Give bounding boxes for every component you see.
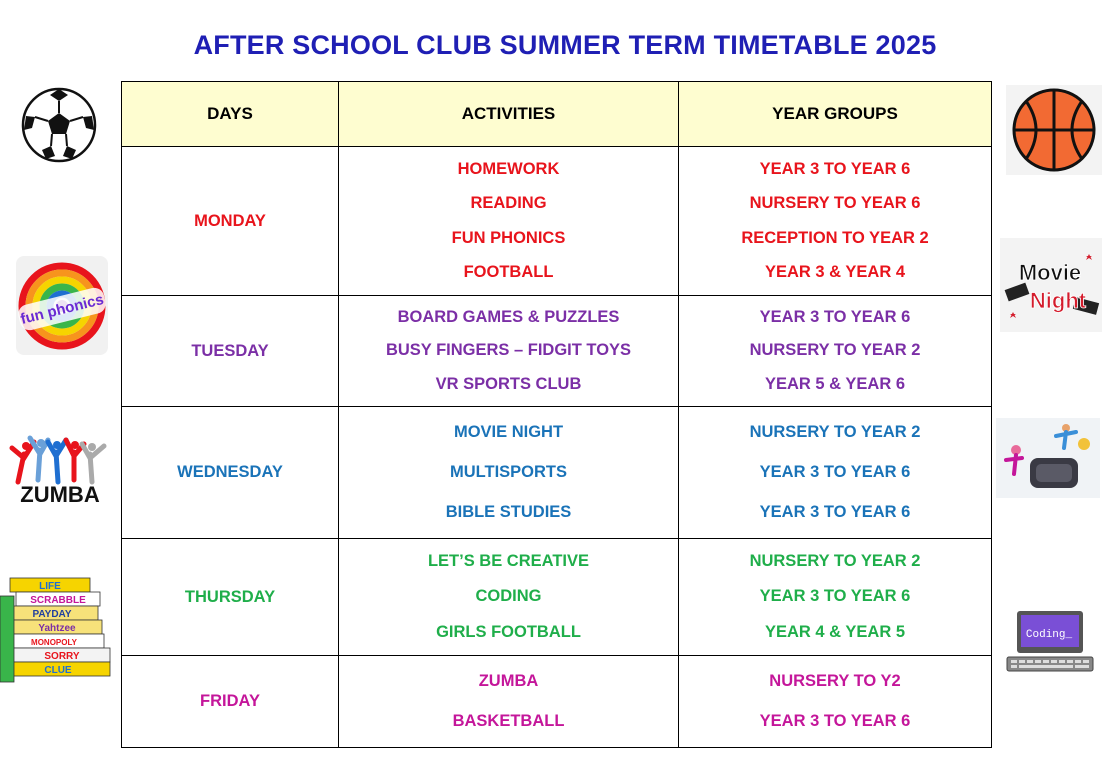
year-group-item: RECEPTION TO YEAR 2 — [741, 228, 929, 247]
year-groups-cell — [679, 656, 992, 748]
movie-night-icon — [1000, 238, 1102, 332]
year-groups-cell — [679, 407, 992, 539]
svg-text:SORRY: SORRY — [44, 651, 80, 662]
activities-cell — [339, 407, 679, 539]
activity-item: BUSY FINGERS – FIDGIT TOYS — [385, 341, 632, 360]
activity-item: FUN PHONICS — [451, 228, 566, 247]
year-group-item: NURSERY TO Y2 — [769, 671, 901, 690]
activities-cell — [339, 656, 679, 748]
coding-screen-text: Coding_ — [1025, 629, 1073, 641]
activity-item: HOMEWORK — [457, 159, 560, 178]
activity-item: MULTISPORTS — [449, 462, 568, 481]
year-group-item: YEAR 3 TO YEAR 6 — [759, 712, 911, 731]
vr-sports-icon — [996, 418, 1100, 498]
movie-night-logo-text-2: Night — [1029, 288, 1087, 313]
timetable-row-friday — [122, 656, 992, 748]
svg-text:SCRABBLE: SCRABBLE — [30, 595, 86, 606]
year-group-item: NURSERY TO YEAR 2 — [749, 341, 921, 360]
activities-cell — [339, 296, 679, 407]
year-group-item: YEAR 5 & YEAR 6 — [765, 374, 905, 393]
zumba-dancers-icon — [8, 434, 112, 510]
movie-night-logo-text-1: Movie — [1018, 260, 1082, 285]
year-group-item: YEAR 4 & YEAR 5 — [765, 622, 905, 641]
timetable-row-thursday — [122, 539, 992, 656]
timetable — [121, 81, 992, 748]
activity-item: CODING — [475, 587, 542, 606]
year-group-item: YEAR 3 & YEAR 4 — [765, 263, 905, 282]
header-days: DAYS — [122, 82, 339, 147]
fun-phonics-rainbow-icon — [16, 256, 108, 355]
activities-cell — [339, 147, 679, 296]
svg-text:Yahtzee: Yahtzee — [38, 623, 76, 634]
svg-text:CLUE: CLUE — [44, 665, 72, 676]
day-cell: THURSDAY — [122, 539, 339, 656]
day-cell: TUESDAY — [122, 296, 339, 407]
fun-phonics-logo-text: fun phonics — [18, 290, 106, 329]
timetable-row-wednesday — [122, 407, 992, 539]
year-group-item: NURSERY TO YEAR 6 — [749, 194, 921, 213]
timetable-row-tuesday — [122, 296, 992, 407]
header-year-groups: YEAR GROUPS — [679, 82, 992, 147]
year-group-item: NURSERY TO YEAR 2 — [749, 422, 921, 441]
activity-item: ZUMBA — [478, 671, 539, 690]
activity-item: BIBLE STUDIES — [445, 503, 572, 522]
activity-item: MOVIE NIGHT — [453, 422, 564, 441]
activity-item: GIRLS FOOTBALL — [436, 622, 581, 641]
day-cell: FRIDAY — [122, 656, 339, 748]
svg-text:LIFE: LIFE — [39, 581, 61, 592]
page-title: AFTER SCHOOL CLUB SUMMER TERM TIMETABLE 2025 — [193, 30, 937, 60]
year-group-item: YEAR 3 TO YEAR 6 — [759, 462, 911, 481]
zumba-logo-text: ZUMBA — [20, 482, 100, 507]
year-groups-cell — [679, 147, 992, 296]
day-cell: MONDAY — [122, 147, 339, 296]
year-group-item: YEAR 3 TO YEAR 6 — [759, 308, 911, 327]
year-group-item: YEAR 3 TO YEAR 6 — [759, 503, 911, 522]
football-icon — [20, 86, 98, 164]
header-activities: ACTIVITIES — [339, 82, 679, 147]
activities-cell — [339, 539, 679, 656]
day-cell: WEDNESDAY — [122, 407, 339, 539]
year-group-item: YEAR 3 TO YEAR 6 — [759, 587, 911, 606]
coding-computer-icon — [1003, 611, 1097, 675]
year-group-item: NURSERY TO YEAR 2 — [749, 552, 921, 571]
year-group-item: YEAR 3 TO YEAR 6 — [759, 159, 911, 178]
year-groups-cell — [679, 539, 992, 656]
basketball-icon — [1006, 85, 1102, 175]
activity-item: BOARD GAMES & PUZZLES — [397, 308, 620, 327]
activity-item: VR SPORTS CLUB — [435, 374, 582, 393]
board-games-stack-icon — [0, 576, 114, 688]
timetable-row-monday — [122, 147, 992, 296]
svg-text:MONOPOLY: MONOPOLY — [31, 638, 77, 647]
activity-item: BASKETBALL — [452, 712, 565, 731]
header-row — [122, 82, 992, 147]
activity-item: FOOTBALL — [463, 263, 554, 282]
activity-item: READING — [470, 194, 547, 213]
svg-text:PAYDAY: PAYDAY — [32, 609, 72, 620]
activity-item: LET’S BE CREATIVE — [427, 552, 590, 571]
year-groups-cell — [679, 296, 992, 407]
